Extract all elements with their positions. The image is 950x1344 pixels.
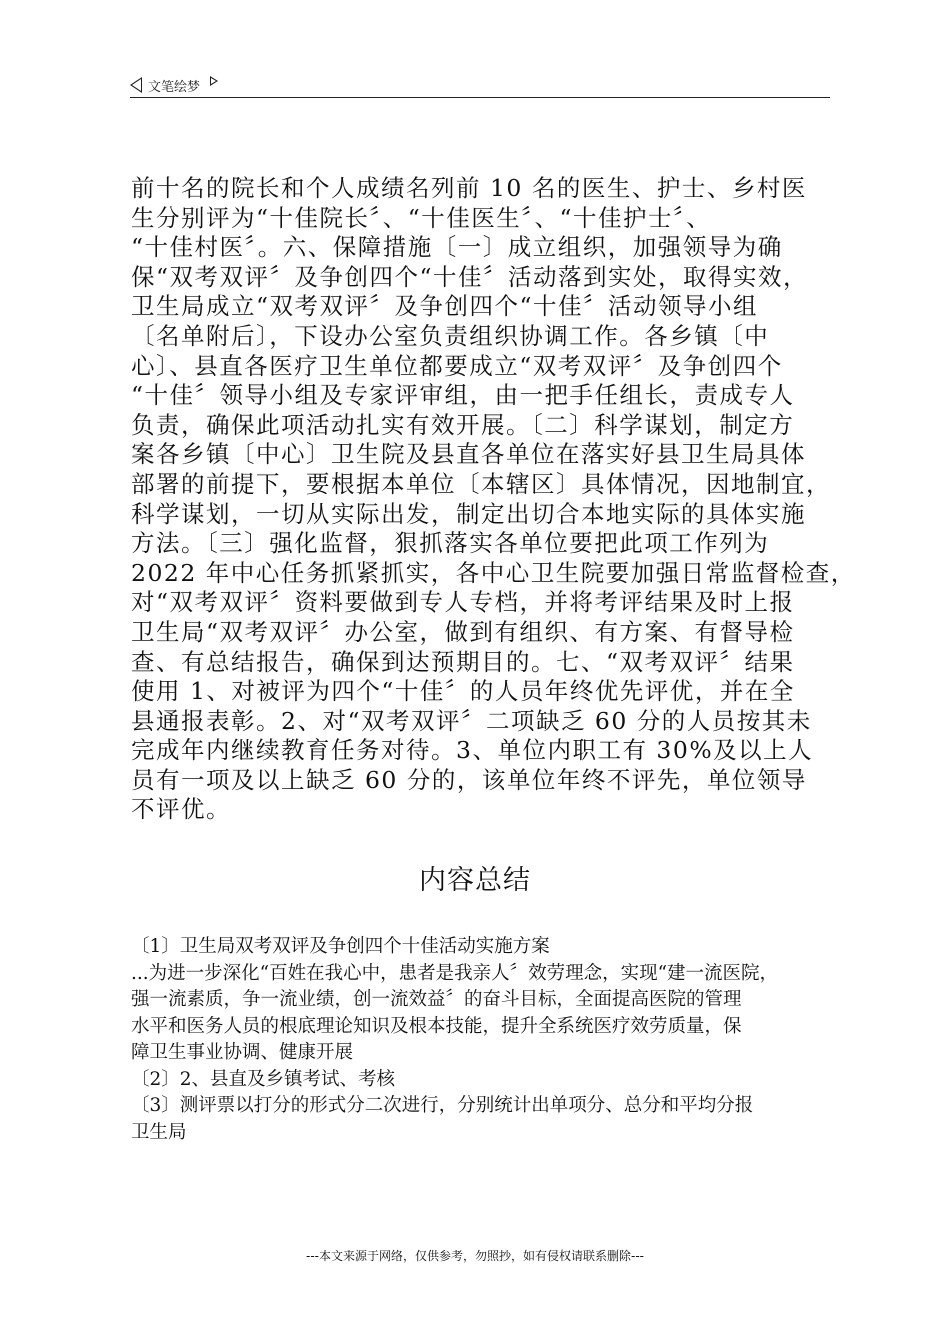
body-line: 查、有总结报告，确保到达预期目的。七、“双考双评〞结果 <box>131 647 795 676</box>
body-line: 使用 1、对被评为四个“十佳〞的人员年终优先评优，并在全 <box>131 677 795 706</box>
body-line: “十佳村医〞。六、保障措施〔一〕成立组织，加强领导为确 <box>131 233 783 262</box>
body-line: 负责，确保此项活动扎实有效开展。〔二〕科学谋划，制定方 <box>131 410 795 439</box>
footer-disclaimer: ---本文来源于网络，仅供参考，勿照抄，如有侵权请联系删除--- <box>306 1249 644 1263</box>
summary-line: 〔3〕测评票以打分的形式分二次进行，分别统计出单项分、总分和平均分报 <box>131 1095 754 1116</box>
summary-section <box>131 934 831 1146</box>
body-line: 卫生局“双考双评〞办公室，做到有组织、有方案、有督导检 <box>131 617 795 646</box>
triangle-left-outline-icon <box>130 77 142 93</box>
summary-line: 〔2〕2、县直及乡镇考试、考核 <box>131 1068 396 1090</box>
body-line: 卫生局成立“双考双评〞及争创四个“十佳〞活动领导小组 <box>131 292 759 321</box>
summary-line: ...为进一步深化“百姓在我心中，患者是我亲人〞效劳理念，实现“建一流医院， <box>131 962 779 984</box>
summary-line: 强一流素质，争一流业绩，创一流效益〞的奋斗目标，全面提高医院的管理 <box>131 989 742 1010</box>
body-line: 前十名的院长和个人成绩名列前 10 名的医生、护士、乡村医 <box>131 174 807 202</box>
summary-line: 〔1〕卫生局双考双评及争创四个十佳活动实施方案 <box>131 936 550 957</box>
body-line: 〔名单附后〕，下设办公室负责组织协调工作。各乡镇〔中 <box>131 321 770 350</box>
brand-label: 文笔绘梦 <box>148 79 201 95</box>
body-line: 案各乡镇〔中心〕卫生院及县直各单位在落实好县卫生局具体 <box>131 440 806 469</box>
triangle-right-outline-icon <box>210 76 218 86</box>
summary-line: 卫生局 <box>131 1121 187 1143</box>
summary-heading: 内容总结 <box>419 865 531 896</box>
body-line: 完成年内继续教育任务对待。3、单位内职工有 30%及以上人 <box>131 736 814 765</box>
body-paragraph <box>131 174 856 825</box>
body-line: 生分别评为“十佳院长〞、“十佳医生〞、“十佳护士〞、 <box>131 203 712 232</box>
body-line: 保“双考双评〞及争创四个“十佳〞活动落到实处，取得实效， <box>131 262 809 291</box>
page-header <box>130 74 218 96</box>
body-line: 不评优。 <box>131 795 231 824</box>
body-line: 县通报表彰。2、对“双考双评〞二项缺乏 60 分的人员按其未 <box>131 706 812 735</box>
body-line: 员有一项及以上缺乏 60 分的，该单位年终不评先，单位领导 <box>131 765 807 794</box>
body-line: 部署的前提下，要根据本单位〔本辖区〕具体情况，因地制宜， <box>131 469 831 498</box>
summary-line: 障卫生事业协调、健康开展 <box>131 1042 354 1063</box>
body-line: 科学谋划，一切从实际出发，制定出切合本地实际的具体实施 <box>131 499 806 528</box>
body-line: 2022 年中心任务抓紧抓实，各中心卫生院要加强日常监督检查， <box>131 558 856 587</box>
body-line: 方法。〔三〕强化监督，狠抓落实各单位要把此项工作列为 <box>131 529 770 558</box>
body-line: 心〕、县直各医疗卫生单位都要成立“双考双评〞及争创四个 <box>131 351 783 380</box>
header-divider <box>130 97 830 98</box>
body-line: 对“双考双评〞资料要做到专人专档，并将考评结果及时上报 <box>131 588 795 617</box>
summary-line: 水平和医务人员的根底理论知识及根本技能，提升全系统医疗效劳质量，保 <box>131 1015 742 1037</box>
body-line: “十佳〞领导小组及专家评审组，由一把手任组长，责成专人 <box>131 381 795 410</box>
